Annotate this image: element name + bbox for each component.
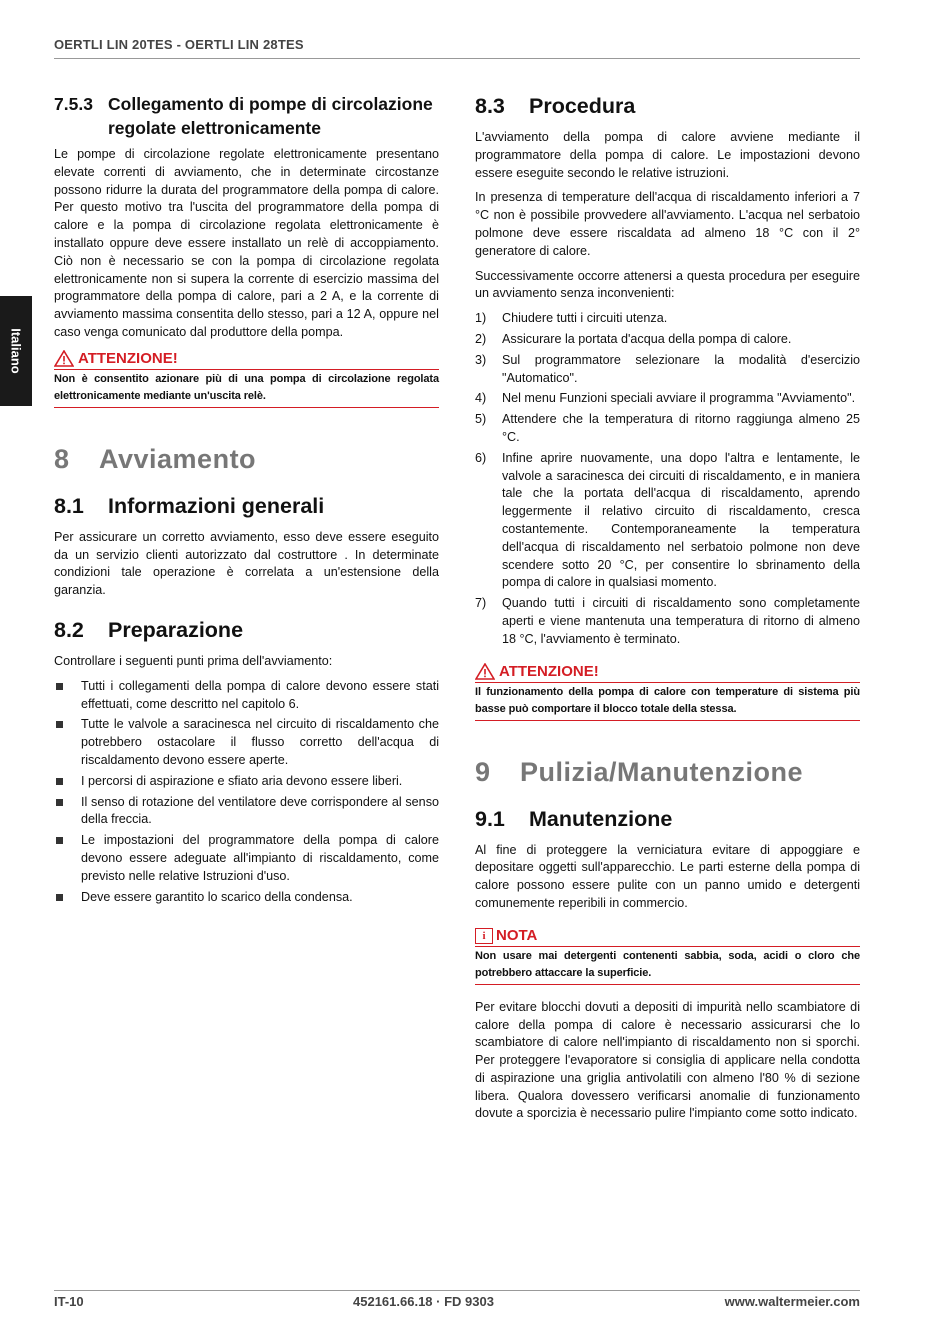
list-item: I percorsi di aspirazione e sfiato aria devono essere liberi. — [54, 773, 439, 791]
list-item: Tutte le valvole a saracinesca nel circuito di riscaldamento che potrebbero ostacolare il flusso corretto dell'acqua di riscaldamento devono essere aperte. — [54, 716, 439, 769]
heading-number: 8.1 — [54, 493, 84, 518]
heading-9 — [475, 755, 860, 789]
page-number: IT-10 — [54, 1294, 84, 1309]
warning-triangle-icon — [54, 350, 74, 367]
bullet-square-icon — [56, 721, 63, 728]
warning-text: Il funzionamento della pompa di calore con temperature di sistema più basse può comportare il blocco totale della stessa. — [475, 683, 860, 721]
warning-text: Non è consentito azionare più di una pompa di circolazione regolata elettronicamente mediante un'uscita relè. — [54, 370, 439, 408]
paragraph: Successivamente occorre attenersi a questa procedura per eseguire un avviamento senza inconvenienti: — [475, 268, 860, 301]
note-box — [475, 927, 860, 985]
heading-number: 7.5.3 — [54, 94, 93, 114]
list-item: 6) Infine aprire nuovamente, una dopo l'altra e lentamente, le valvole a saracinesca dei circuiti di riscaldamento, e in maniera tale che la portata dell'acqua di riscaldamento, aprendo leggermente il relativo circuito di riscaldamento, cresca costantemente. Contemporaneamente la temperatura dell'acqua di riscaldamento nel serbatoio polmone non deve scendere sotto 20 °C, per consentire lo sbrinamento della pompa di calore in qualsiasi momento. — [475, 450, 860, 590]
bullet-square-icon — [56, 778, 63, 785]
list-item: Deve essere garantito lo scarico della condensa. — [54, 889, 439, 907]
heading-8 — [54, 442, 439, 476]
list-item: Le impostazioni del programmatore della pompa di calore devono essere adeguate all'impianto di riscaldamento, come previsto nelle relative Istruzioni d'uso. — [54, 832, 439, 885]
list-item: 4) Nel menu Funzioni speciali avviare il programma "Avviamento". — [475, 391, 856, 406]
heading-title: Preparazione — [108, 617, 244, 642]
heading-title: Informazioni generali — [108, 493, 325, 518]
paragraph: Controllare i seguenti punti prima dell'avviamento: — [54, 653, 333, 668]
paragraph: L'avviamento della pompa di calore avviene mediante il programmatore della pompa di calore. Le impostazioni devono essere eseguite secondo le relative istruzioni. — [475, 130, 860, 180]
warning-title: ATTENZIONE! — [499, 662, 599, 680]
warning-title: ATTENZIONE! — [78, 349, 178, 367]
heading-number: 9.1 — [475, 806, 505, 831]
paragraph: Al fine di proteggere la verniciatura evitare di appoggiare e depositare oggetti sull'apparecchio. Le parti esterne della pompa di calore possono essere pulite con un panno umido e detergenti comunemente reperibili in commercio. — [475, 842, 860, 910]
bullet-square-icon — [56, 894, 63, 901]
list-item: Il senso di rotazione del ventilatore deve corrispondere al senso della freccia. — [54, 794, 439, 830]
list-item: 7) Quando tutti i circuiti di riscaldamento sono completamente aperti e viene mantenuta una temperatura di ritorno di almeno 18 °C, l'avviamento è terminato. — [475, 596, 860, 646]
heading-title: Collegamento di pompe di circolazione regolate elettronicamente — [108, 94, 433, 138]
checklist — [54, 678, 439, 907]
heading-9-1 — [475, 805, 860, 833]
heading-title: Manutenzione — [529, 806, 673, 831]
list-item: 1) Chiudere tutti i circuiti utenza. — [475, 311, 668, 326]
list-item: 5) Attendere che la temperatura di ritorno raggiunga almeno 25 °C. — [475, 412, 860, 444]
paragraph: In presenza di temperature dell'acqua di riscaldamento inferiori a 7 °C non è possibile provvedere all'avviamento. L'acqua nel serbatoio polmone deve essere riscaldata ad almeno 18 °C con il 2° generatore di calore. — [475, 190, 860, 258]
heading-number: 8 — [54, 443, 70, 474]
heading-number: 8.3 — [475, 94, 505, 118]
list-item: 2) Assicurare la portata d'acqua della pompa di calore. — [475, 331, 792, 346]
right-column — [475, 92, 860, 1130]
heading-title: Avviamento — [99, 443, 257, 474]
heading-title: Procedura — [529, 94, 636, 118]
document-title: OERTLI LIN 20TES - OERTLI LIN 28TES — [54, 37, 304, 52]
heading-7-5-3 — [54, 92, 439, 140]
page-footer — [54, 1290, 860, 1315]
language-tab — [0, 296, 32, 406]
paragraph: Per assicurare un corretto avviamento, esso deve essere eseguito da un servizio clienti autorizzato dal costruttore . In determinate condizioni tale operazione è correlata a un'estensione della garanzia. — [54, 529, 439, 598]
note-text: Non usare mai detergenti contenenti sabbia, soda, acidi o cloro che potrebbero attaccare la superficie. — [475, 947, 860, 985]
warning-triangle-icon — [475, 663, 495, 680]
heading-8-3 — [475, 92, 860, 120]
note-title: NOTA — [496, 926, 538, 944]
heading-title: Pulizia/Manutenzione — [520, 756, 804, 787]
heading-8-2 — [54, 616, 439, 644]
paragraph: Per evitare blocchi dovuti a depositi di impurità nello scambiatore di calore della pompa di calore è necessario assicurarsi che lo scambiatore di calore nell'impianto di riscaldamento non si sporchi. Per proteggere l'evaporatore si consiglia di applicare nella condotta di aspirazione una griglia antivolatili con almeno l'80 % di sezione libera. Qualora dovessero verificarsi anomalie di funzionamento dovute a sporcizia è necessario pulire l'impianto come sotto indicato. — [475, 999, 860, 1121]
heading-8-1 — [54, 492, 439, 520]
language-tab-label: Italiano — [8, 328, 24, 374]
heading-number: 8.2 — [54, 617, 84, 642]
warning-box — [475, 663, 860, 721]
heading-number: 9 — [475, 756, 491, 787]
warning-box — [54, 350, 439, 408]
info-icon: i — [475, 928, 493, 944]
left-column — [54, 92, 439, 913]
website-link[interactable]: www.waltermeier.com — [724, 1294, 860, 1309]
procedure-steps — [475, 310, 860, 648]
bullet-square-icon — [56, 837, 63, 844]
document-code: 452161.66.18 · FD 9303 — [353, 1294, 494, 1309]
page-header — [54, 36, 860, 59]
bullet-square-icon — [56, 799, 63, 806]
bullet-square-icon — [56, 683, 63, 690]
list-item: 3) Sul programmatore selezionare la modalità d'esercizio "Automatico". — [475, 352, 860, 385]
paragraph: Le pompe di circolazione regolate elettronicamente presentano elevate correnti di avviamento, che in determinate circostanze possono ridurre la durata del programmatore della pompa di calore. Per questo motivo tra l'uscita del programmatore della pompa di calore e la pompa di circolazione regolata elettronicamente è installato oppure deve essere installato un relè di accoppiamento. Ciò non è necessario se con la pompa di circolazione regolata elettronicamente non si supera la corrente di esercizio massima del programmatore della pompa di calore, pari a 2 A, e la corrente di avviamento massima consentita dello stesso, pari a 12 A, oppure nel caso venga comunicato dal produttore della pompa. — [54, 147, 439, 339]
list-item: Tutti i collegamenti della pompa di calore devono essere stati effettuati, come descritto nel capitolo 6. — [54, 678, 439, 714]
